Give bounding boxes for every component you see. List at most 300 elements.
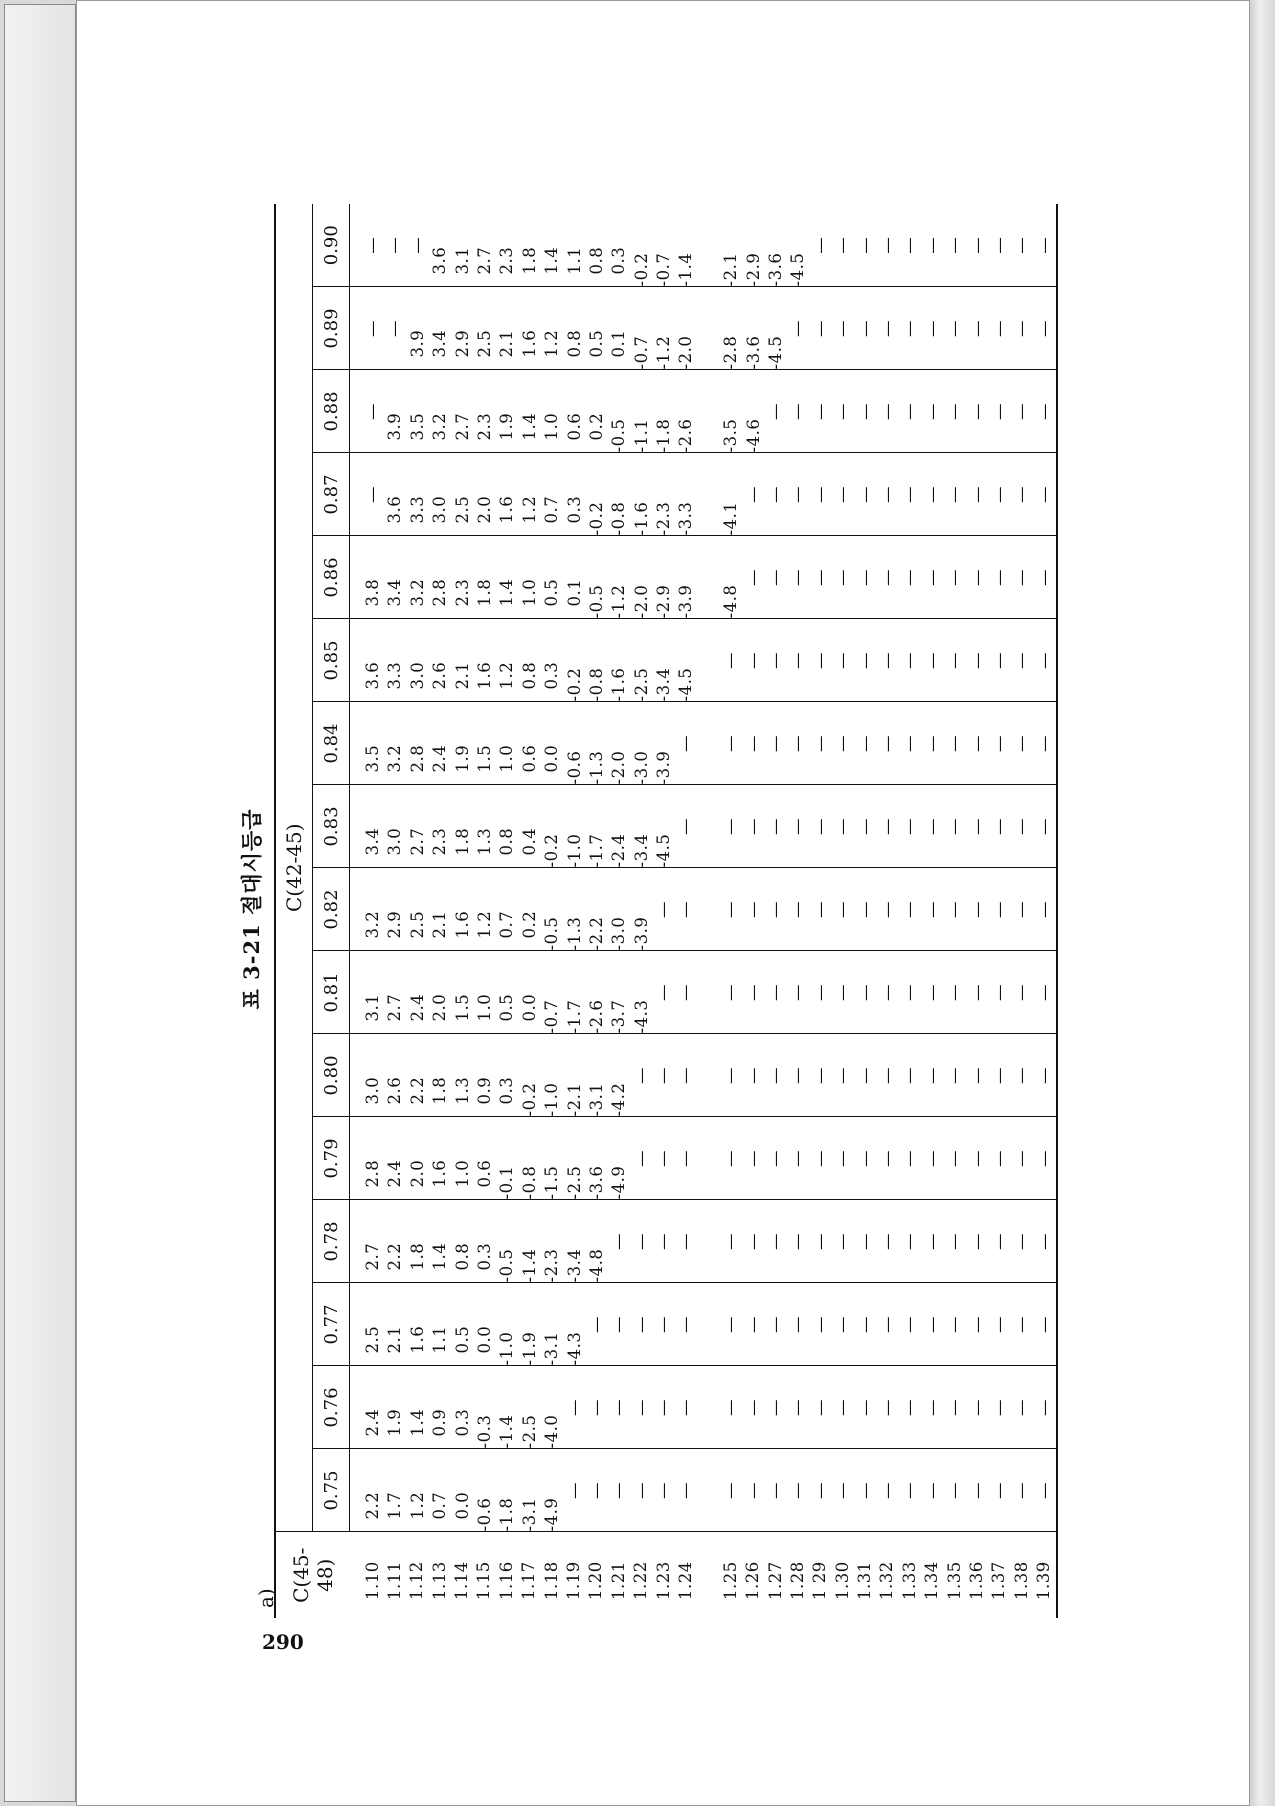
row-label: 1.12 (407, 1561, 427, 1600)
column-header: 0.79 (313, 1117, 350, 1200)
column-group-label: C(42-45) (275, 204, 313, 1532)
table-cell: — (810, 984, 830, 1001)
table-cell: — (967, 901, 987, 918)
table-cell: — (833, 403, 853, 420)
table-cell: — (788, 320, 808, 337)
table-cell: — (743, 984, 763, 1001)
table-cell: 0.6 (474, 1159, 494, 1188)
table-cell: — (586, 1316, 606, 1333)
table-cell: — (855, 984, 875, 1001)
table-cell: — (877, 320, 897, 337)
table-cell: -2.0 (609, 750, 629, 785)
table-cell: 0.8 (564, 329, 584, 358)
table-cell: — (676, 1316, 696, 1333)
table-cell: — (945, 1067, 965, 1084)
table-cell: 2.7 (407, 827, 427, 856)
table-cell: — (945, 320, 965, 337)
table-cell: — (743, 735, 763, 752)
table-cell: — (1034, 818, 1054, 835)
table-cell: 2.5 (363, 1325, 382, 1354)
table-cell: — (922, 320, 942, 337)
table-cell: — (877, 735, 897, 752)
table-cell: — (810, 1399, 830, 1416)
table-cell: — (788, 1316, 808, 1333)
table-cell: 0.5 (542, 578, 562, 607)
table-cell: — (922, 486, 942, 503)
table-cell: — (766, 652, 786, 669)
table-cell (698, 869, 720, 951)
table-cell: — (743, 1150, 763, 1167)
table-cell (698, 1450, 720, 1532)
table-cell: 1.4 (407, 1408, 427, 1437)
table-cell: — (676, 735, 696, 752)
table-cell: 1.1 (564, 246, 584, 275)
table-cell: 1.9 (497, 412, 517, 441)
row-label: 1.26 (743, 1561, 763, 1600)
table-cell: 2.7 (452, 412, 472, 441)
table-cell: 0.3 (474, 1242, 494, 1271)
table-cell: -3.3 (676, 501, 696, 536)
table-cell: — (833, 1233, 853, 1250)
table-cell: — (922, 901, 942, 918)
table-cell: — (721, 1067, 741, 1084)
table-cell: — (631, 1233, 651, 1250)
table-cell: 0.8 (519, 661, 539, 690)
table-cell: -2.3 (654, 501, 674, 536)
table-cell: — (900, 1150, 920, 1167)
table-cell: — (833, 652, 853, 669)
table-cell: — (766, 1399, 786, 1416)
table-cell (698, 371, 720, 453)
table-cell: — (743, 1482, 763, 1499)
table-cell: — (788, 652, 808, 669)
table-cell: — (810, 735, 830, 752)
table-cell: -1.2 (654, 335, 674, 370)
row-label: 1.27 (765, 1561, 785, 1600)
table-cell: — (989, 569, 1009, 586)
table-cell: — (1034, 1067, 1054, 1084)
table-cell: 2.5 (407, 910, 427, 939)
column-header: 0.88 (313, 370, 350, 453)
value-column (350, 370, 1058, 453)
table-cell: — (967, 320, 987, 337)
table-cell: — (810, 1150, 830, 1167)
table-cell: 3.5 (407, 412, 427, 441)
table-cell: 1.2 (474, 910, 494, 939)
row-label: 1.21 (608, 1561, 628, 1600)
table-cell: 0.3 (542, 661, 562, 690)
table-cell: 1.6 (452, 910, 472, 939)
table-cell: -1.8 (497, 1497, 517, 1532)
table-cell: — (1012, 236, 1032, 254)
column-header: 0.89 (313, 287, 350, 370)
table-cell: -1.9 (519, 1331, 539, 1366)
row-label: 1.36 (967, 1561, 987, 1600)
table-cell: — (877, 1316, 897, 1333)
table-cell: 2.1 (452, 661, 472, 690)
table-cell: -2.6 (586, 999, 606, 1034)
table-cell: — (900, 1233, 920, 1250)
table-cell: — (967, 569, 987, 586)
table-cell: — (877, 984, 897, 1001)
table-cell: — (945, 403, 965, 420)
table-cell: — (586, 1399, 606, 1416)
table-cell: — (721, 1399, 741, 1416)
table-cell: -2.9 (743, 252, 763, 287)
table-cell: — (833, 486, 853, 503)
table-cell: — (654, 1233, 674, 1250)
table-cell: 1.8 (407, 1242, 427, 1271)
table-cell: -4.9 (609, 1165, 629, 1200)
table-cell: — (989, 901, 1009, 918)
table-cell: — (676, 901, 696, 918)
table-cell: 0.8 (497, 827, 517, 856)
table-cell: 0.6 (519, 744, 539, 773)
table-body-row (350, 204, 1058, 1618)
page-number: 290 (262, 1630, 304, 1654)
table-cell: — (1034, 236, 1054, 254)
table-cell: — (810, 569, 830, 586)
table-cell: — (967, 984, 987, 1001)
table-cell: 0.0 (519, 993, 539, 1022)
table-cell: — (855, 569, 875, 586)
book-spine (4, 4, 76, 1802)
column-header: 0.80 (313, 1034, 350, 1117)
table-cell: — (989, 818, 1009, 835)
row-label: 1.31 (855, 1561, 875, 1600)
table-cell (698, 1118, 720, 1200)
value-column (350, 1117, 1058, 1200)
table-cell: — (609, 1316, 629, 1333)
row-header-label: C(45-48) (275, 1532, 350, 1618)
table-cell: 3.0 (363, 1076, 382, 1105)
table-cell: -2.6 (676, 418, 696, 453)
table-cell: — (766, 569, 786, 586)
table-cell: 2.2 (407, 1076, 427, 1105)
table-cell: — (967, 818, 987, 835)
row-label: 1.39 (1034, 1561, 1054, 1600)
row-label: 1.11 (384, 1561, 404, 1600)
table-cell: 0.6 (564, 412, 584, 441)
table-cell: — (900, 236, 920, 254)
table-cell: 1.4 (519, 412, 539, 441)
table-cell: 3.9 (385, 412, 405, 441)
table-cell: -3.1 (519, 1497, 539, 1532)
row-label: 1.28 (787, 1561, 807, 1600)
table-cell: -0.8 (586, 667, 606, 702)
table-cell: 2.4 (430, 744, 450, 773)
column-header: 0.85 (313, 619, 350, 702)
table-cell: -3.1 (542, 1331, 562, 1366)
table-cell: 3.5 (363, 744, 382, 773)
row-label: 1.20 (586, 1561, 606, 1600)
table-cell: -1.6 (609, 667, 629, 702)
table-cell: 2.4 (385, 1159, 405, 1188)
table-cell: — (922, 1150, 942, 1167)
row-label: 1 29 (810, 1561, 830, 1600)
table-cell: 1.3 (452, 1076, 472, 1105)
column-header: 0.87 (313, 453, 350, 536)
table-cell: — (654, 1067, 674, 1084)
table-cell: 2.7 (363, 1242, 382, 1271)
table-cell: — (989, 403, 1009, 420)
table-cell: — (877, 569, 897, 586)
table-cell: — (1034, 735, 1054, 752)
table-cell: -0.2 (586, 501, 606, 536)
table-cell: — (810, 486, 830, 503)
table-cell: — (788, 1150, 808, 1167)
table-cell: 1.2 (519, 495, 539, 524)
table-cell: — (743, 901, 763, 918)
table-cell: -2.0 (631, 584, 651, 619)
table-cell: 1.9 (452, 744, 472, 773)
table-cell: 2.8 (363, 1159, 382, 1188)
table-cell: 2.5 (452, 495, 472, 524)
row-label: 1.24 (675, 1561, 695, 1600)
table-cell (698, 204, 720, 287)
table-cell: — (743, 1233, 763, 1250)
table-cell: 1.5 (474, 744, 494, 773)
table-cell: — (967, 1399, 987, 1416)
table-cell: 0.2 (519, 910, 539, 939)
table-cell: — (676, 1482, 696, 1499)
table-cell: 2.1 (385, 1325, 405, 1354)
table-cell: — (1034, 901, 1054, 918)
table-cell: — (743, 1067, 763, 1084)
table-cell: -4.3 (631, 999, 651, 1034)
table-cell: 2.9 (452, 329, 472, 358)
table-cell: — (833, 320, 853, 337)
table-cell: — (788, 1067, 808, 1084)
table-cell: — (900, 901, 920, 918)
table-cell: — (877, 652, 897, 669)
table-cell: — (945, 818, 965, 835)
table-cell: — (855, 735, 875, 752)
table-caption: 표 3-21 절대시등급 (239, 808, 264, 1010)
table-cell: — (922, 1067, 942, 1084)
table-cell: — (1034, 486, 1054, 503)
table-cell: — (363, 403, 382, 420)
table-cell: — (1012, 1482, 1032, 1499)
column-header: 0.76 (313, 1366, 350, 1449)
table-cell: — (788, 735, 808, 752)
table-cell: -3.7 (609, 999, 629, 1034)
table-cell: — (721, 984, 741, 1001)
table-cell: 3.2 (407, 578, 427, 607)
table-cell: — (1034, 984, 1054, 1001)
table-cell: -1.6 (631, 501, 651, 536)
table-cell (698, 620, 720, 702)
table-cell (698, 952, 720, 1034)
table-cell: 1.4 (497, 578, 517, 607)
table-cell: -3.9 (676, 584, 696, 619)
table-cell: — (766, 735, 786, 752)
table-cell: 0.3 (497, 1076, 517, 1105)
table-cell: — (743, 652, 763, 669)
table-cell: — (788, 569, 808, 586)
table-cell: — (810, 818, 830, 835)
panel-label: a) (254, 1588, 278, 1608)
table-cell: 0.2 (586, 412, 606, 441)
table-cell: — (855, 1150, 875, 1167)
table-cell: -4.5 (788, 252, 808, 287)
table-cell: — (989, 735, 1009, 752)
value-column (350, 951, 1058, 1034)
table-cell: -1.8 (654, 418, 674, 453)
table-cell: — (945, 1150, 965, 1167)
table-cell: -4.3 (564, 1331, 584, 1366)
table-cell: — (407, 236, 427, 254)
column-header: 0.82 (313, 868, 350, 951)
row-label: 1.17 (519, 1561, 539, 1600)
table-cell: — (877, 236, 897, 254)
row-label: 1.34 (922, 1561, 942, 1600)
table-cell: — (766, 1067, 786, 1084)
table-cell: — (855, 901, 875, 918)
table-cell: — (989, 652, 1009, 669)
row-label: 1.33 (899, 1561, 919, 1600)
table-cell: — (989, 1316, 1009, 1333)
table-cell: — (721, 652, 741, 669)
header-row-columns (313, 204, 350, 1618)
table-cell: — (922, 403, 942, 420)
table-cell: -1.3 (586, 750, 606, 785)
column-header: 0.90 (313, 204, 350, 287)
table-cell: — (855, 1399, 875, 1416)
table-cell: 0.0 (474, 1325, 494, 1354)
table-cell: — (788, 901, 808, 918)
table-cell: — (833, 1399, 853, 1416)
table-cell: — (1034, 1150, 1054, 1167)
table-cell: — (967, 236, 987, 254)
table-cell: — (721, 735, 741, 752)
table-cell: — (1012, 735, 1032, 752)
table-cell: 1.0 (497, 744, 517, 773)
table-cell: 3.2 (430, 412, 450, 441)
table-cell: — (855, 1067, 875, 1084)
table-cell: 0.7 (430, 1491, 450, 1520)
table-cell: — (385, 320, 405, 337)
row-label: 1.35 (944, 1561, 964, 1600)
table-cell: — (743, 818, 763, 835)
table-cell: — (855, 486, 875, 503)
table-cell: — (676, 1150, 696, 1167)
table-cell: 1.7 (385, 1491, 405, 1520)
column-header: 0.84 (313, 702, 350, 785)
table-cell: — (900, 486, 920, 503)
table-cell: — (631, 1150, 651, 1167)
table-cell: — (766, 901, 786, 918)
table-cell: — (922, 569, 942, 586)
table-cell: — (945, 1399, 965, 1416)
row-label: 1.22 (631, 1561, 651, 1600)
magnitude-table (274, 204, 1058, 1618)
table-cell: — (945, 1233, 965, 1250)
table-cell: — (1012, 1067, 1032, 1084)
table-cell: — (721, 901, 741, 918)
value-column (350, 1449, 1058, 1532)
table-cell: -0.6 (564, 750, 584, 785)
table-cell: — (989, 320, 1009, 337)
value-column (350, 785, 1058, 868)
row-label: 1.18 (541, 1561, 561, 1600)
table-cell: — (1012, 1150, 1032, 1167)
table-cell: — (1034, 1399, 1054, 1416)
table-cell: — (989, 236, 1009, 254)
row-label: 1.19 (564, 1561, 584, 1600)
table-cell: — (788, 984, 808, 1001)
table-cell: 0.1 (564, 578, 584, 607)
table-cell: — (788, 1482, 808, 1499)
table-cell: 2.4 (407, 993, 427, 1022)
table-cell: — (877, 403, 897, 420)
table-cell: — (676, 1067, 696, 1084)
table-cell: -0.8 (519, 1165, 539, 1200)
table-cell: 1.0 (474, 993, 494, 1022)
table-cell: -3.4 (564, 1248, 584, 1283)
table-cell: 3.0 (385, 827, 405, 856)
row-label (697, 1533, 719, 1619)
table-cell: — (766, 818, 786, 835)
table-cell: — (967, 652, 987, 669)
table-cell: -4.6 (743, 418, 763, 453)
table-cell: — (989, 984, 1009, 1001)
table-cell: -3.9 (654, 750, 674, 785)
table-cell: — (922, 236, 942, 254)
table-cell: — (922, 652, 942, 669)
table-cell: — (654, 1399, 674, 1416)
table-cell: — (833, 1482, 853, 1499)
table-cell: -4.5 (676, 667, 696, 702)
table-cell: 0.3 (609, 246, 629, 275)
table-cell: — (766, 1316, 786, 1333)
table-cell: 3.9 (407, 329, 427, 358)
table-cell: 0.7 (497, 910, 517, 939)
table-cell: — (833, 818, 853, 835)
table-cell: — (900, 818, 920, 835)
table-cell: 2.4 (363, 1408, 382, 1437)
table-cell: -2.9 (654, 584, 674, 619)
table-cell: — (1012, 1399, 1032, 1416)
table-cell: — (989, 1399, 1009, 1416)
table-cell: 3.4 (363, 827, 382, 856)
table-cell: — (564, 1399, 584, 1416)
table-cell: — (1012, 486, 1032, 503)
table-cell: — (922, 984, 942, 1001)
table-cell: 1.0 (519, 578, 539, 607)
table-cell (698, 1284, 720, 1366)
table-cell: -1.4 (676, 252, 696, 287)
table-cell: — (945, 236, 965, 254)
table-cell: — (877, 1399, 897, 1416)
table-cell: — (855, 236, 875, 254)
table-cell: — (810, 1067, 830, 1084)
table-cell: — (1012, 1316, 1032, 1333)
table-cell (698, 537, 720, 619)
table-cell: -2.2 (586, 916, 606, 951)
table-cell: 2.2 (385, 1242, 405, 1271)
table-cell: -2.4 (609, 833, 629, 868)
table-cell: 0.9 (474, 1076, 494, 1105)
table-cell: -3.6 (766, 252, 786, 287)
table-cell: -1.4 (497, 1414, 517, 1449)
table-cell: -1.3 (564, 916, 584, 951)
table-cell: 3.1 (363, 993, 382, 1022)
table-cell: 3.0 (430, 495, 450, 524)
table-cell: — (810, 1316, 830, 1333)
row-label: 1.15 (474, 1561, 494, 1600)
table-cell: 0.8 (586, 246, 606, 275)
